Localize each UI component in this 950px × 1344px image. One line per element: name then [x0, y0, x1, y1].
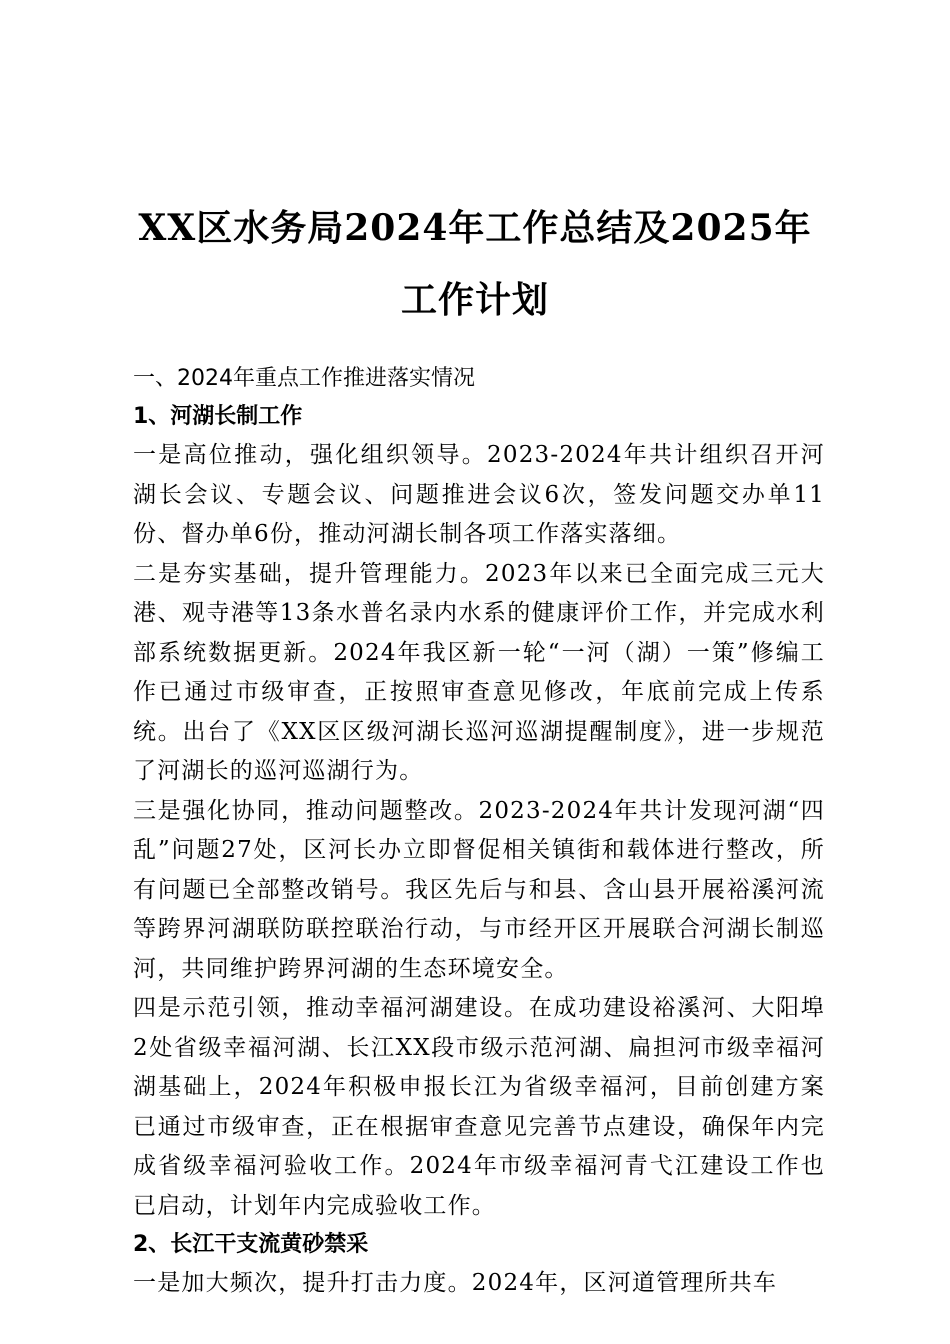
paragraph-5: 一是加大频次，提升打击力度。2024年，区河道管理所共车: [133, 1270, 778, 1296]
section-heading-1: 一、2024年重点工作推进落实情况: [133, 366, 475, 391]
subsection-heading-river-lake-chief: 1、河湖长制工作: [133, 404, 303, 429]
paragraph-3: 三是强化协同，推动问题整改。2023-2024年共计发现河湖“四乱”问题27处，区河长办立即督促相关镇街和载体进行整改，所有问题已全部整改销号。我区先后与和县、含山县开展裕溪河流等跨界河湖联防联控联治行动，与市经开区开展联合河湖长制巡河，共同维护跨界河湖的生态环境安全。: [133, 797, 825, 982]
document-body: [133, 360, 825, 1304]
paragraph-4: 四是示范引领，推动幸福河湖建设。在成功建设裕溪河、大阳埠2处省级幸福河湖、长江XX段市级示范河湖、扁担河市级幸福河湖基础上，2024年积极申报长江为省级幸福河，目前创建方案已通过市级审查，正在根据审查意见完善节点建设，确保年内完成省级幸福河验收工作。2024年市级幸福河青弋江建设工作也已启动，计划年内完成验收工作。: [133, 995, 825, 1219]
paragraph-1: 一是高位推动，强化组织领导。2023-2024年共计组织召开河湖长会议、专题会议、问题推进会议6次，签发问题交办单11份、督办单6份，推动河湖长制各项工作落实落细。: [133, 442, 825, 547]
subsection-heading-yangtze-sand-ban: 2、长江干支流黄砂禁采: [133, 1232, 369, 1257]
document-title: XX区水务局2024年工作总结及2025年工作计划: [138, 207, 812, 321]
paragraph-2: 二是夯实基础，提升管理能力。2023年以来已全面完成三元大港、观寺港等13条水普名录内水系的健康评价工作，并完成水利部系统数据更新。2024年我区新一轮“一河（湖）一策”修编工作已通过市级审查，正按照审查意见修改，年底前完成上传系统。出台了《XX区区级河湖长巡河巡湖提醒制度》，进一步规范了河湖长的巡河巡湖行为。: [133, 560, 825, 784]
